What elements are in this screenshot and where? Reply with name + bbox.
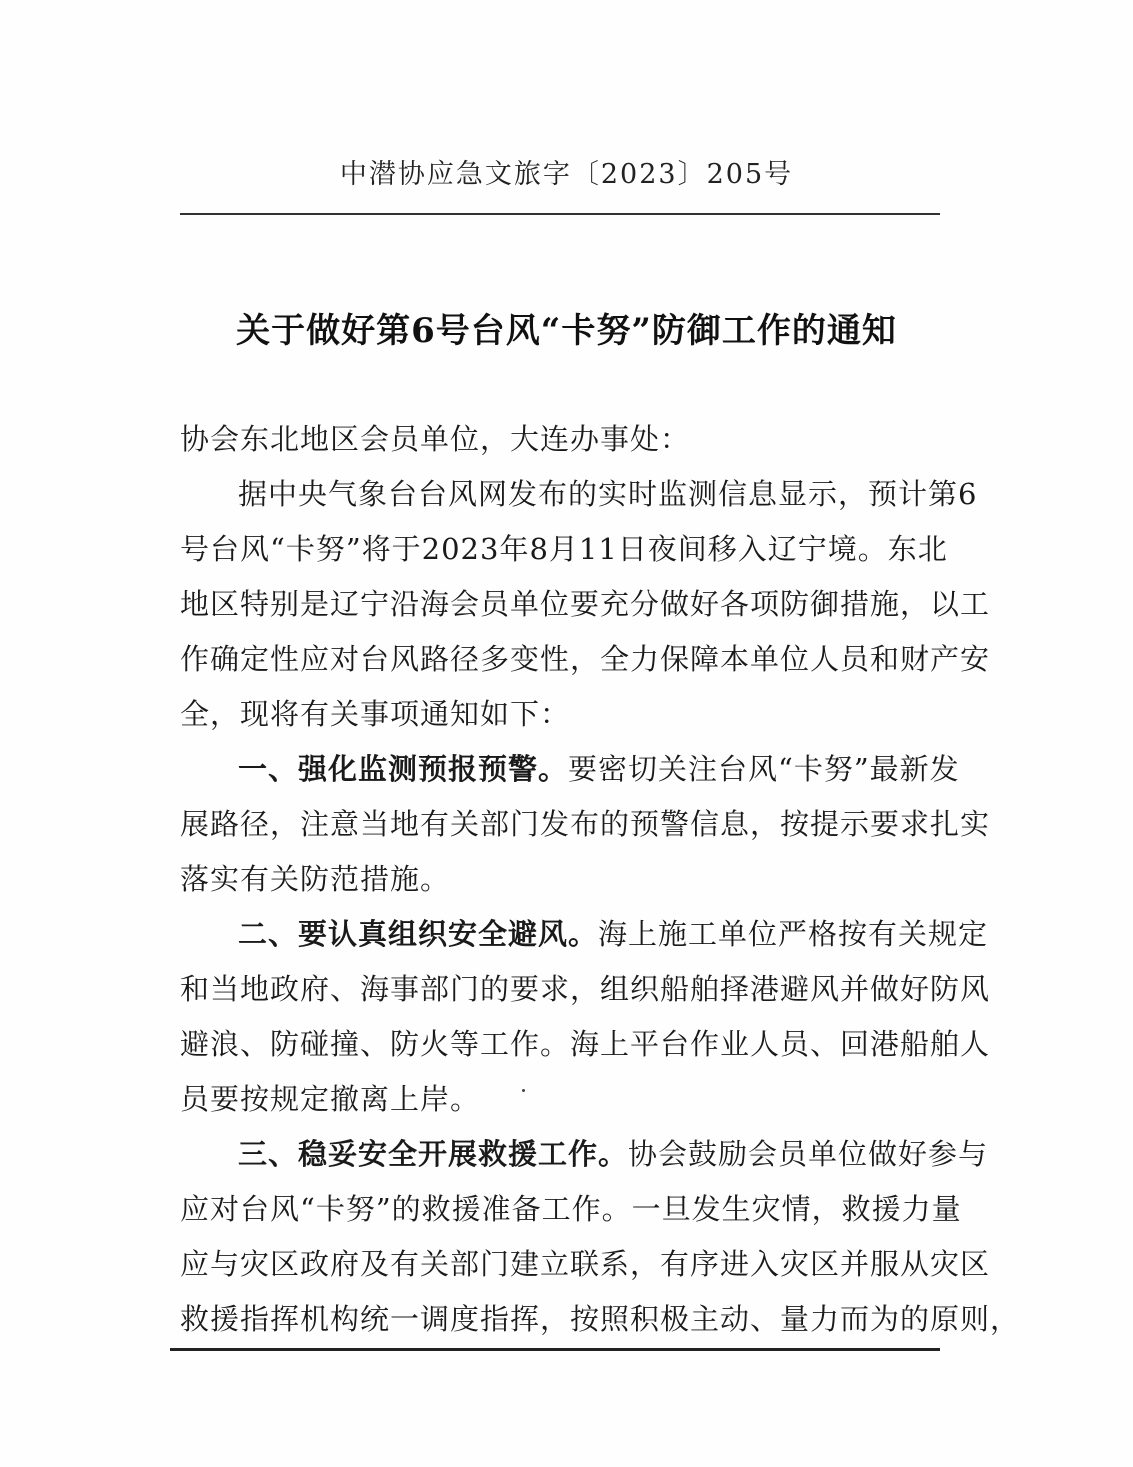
section-2-heading: 二、要认真组织安全避风。: [238, 917, 599, 951]
section-3-first-line-text: 协会鼓励会员单位做好参与: [628, 1137, 989, 1171]
section-2-line-2: 和当地政府、海事部门的要求，组织船舶择港避风并做好防风: [180, 972, 991, 1006]
intro-line-4: 作确定性应对台风路径多变性，全力保障本单位人员和财产安: [180, 642, 991, 676]
section-2-first-line-text: 海上施工单位严格按有关规定: [598, 917, 989, 951]
section-1-line-3: 落实有关防范措施。: [180, 862, 451, 896]
salutation: 协会东北地区会员单位，大连办事处：: [180, 422, 691, 456]
intro-line-3: 地区特别是辽宁沿海会员单位要充分做好各项防御措施，以工: [180, 587, 991, 621]
section-1-heading: 一、强化监测预报预警。: [238, 752, 569, 786]
section-2-line-4: 员要按规定撤离上岸。: [180, 1082, 481, 1116]
section-2-first-line: [180, 907, 989, 962]
section-3-line-2: 应对台风“卡努”的救援准备工作。一旦发生灾情，救援力量: [180, 1192, 962, 1226]
intro-line-1: 据中央气象台台风网发布的实时监测信息显示，预计第6: [238, 477, 978, 511]
document-number: 中潜协应急文旅字〔2023〕205号: [339, 159, 794, 190]
document-title: 关于做好第6号台风“卡努”防御工作的通知: [236, 311, 897, 351]
section-3-line-3: 应与灾区政府及有关部门建立联系，有序进入灾区并服从灾区: [180, 1247, 991, 1281]
document-body: [180, 412, 1021, 1347]
header-rule: [180, 213, 940, 215]
intro-line-5: 全，现将有关事项通知如下：: [180, 697, 571, 731]
section-3-heading: 三、稳妥安全开展救援工作。: [238, 1137, 629, 1171]
intro-line-2: 号台风“卡努”将于2023年8月11日夜间移入辽宁境。东北: [180, 532, 948, 566]
scan-speck: [522, 1089, 525, 1092]
section-1-first-line-text: 要密切关注台风“卡努”最新发: [568, 752, 960, 786]
section-1-first-line: [180, 742, 960, 797]
section-1-line-2: 展路径，注意当地有关部门发布的预警信息，按提示要求扎实: [180, 807, 991, 841]
section-2-line-3: 避浪、防碰撞、防火等工作。海上平台作业人员、回港船舶人: [180, 1027, 991, 1061]
section-3-first-line: [180, 1127, 989, 1182]
footer-rule: [170, 1348, 940, 1351]
section-3-line-4: 救援指挥机构统一调度指挥，按照积极主动、量力而为的原则，: [180, 1302, 1021, 1336]
